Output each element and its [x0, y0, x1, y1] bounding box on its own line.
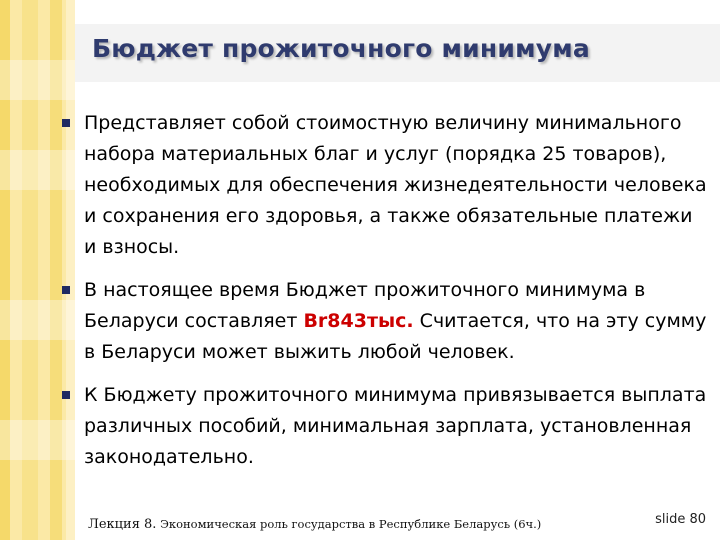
- lecture-label: Лекция 8.: [88, 517, 157, 532]
- title-divider: [75, 88, 720, 91]
- square-bullet-icon: [62, 391, 70, 399]
- bullet-text: В настоящее время Бюджет прожиточного минимума в Беларуси составляет: [84, 279, 646, 332]
- bullet-item: [58, 380, 708, 473]
- budget-amount-highlight: Br843тыс.: [303, 310, 414, 332]
- bullet-list: [58, 108, 708, 485]
- slide-number: slide 80: [655, 512, 706, 527]
- bullet-text: Считается, что на эту сумму в Беларуси может выжить любой человек.: [84, 310, 707, 363]
- bullet-item: [58, 275, 708, 368]
- footer-lecture: [88, 517, 541, 532]
- bullet-text: К Бюджету прожиточного минимума привязывается выплата различных пособий, минимальная зарплата, установленная законодательно.: [84, 384, 707, 468]
- lecture-title: Экономическая роль государства в Республике Беларусь (6ч.): [156, 517, 542, 531]
- bullet-text: Представляет собой стоимостную величину минимального набора материальных благ и услуг (порядка 25 товаров), необходимых для обеспечения жизнедеятельности человека и сохранения его здоровья, а также обязательные платежи и взносы.: [84, 112, 707, 258]
- stripe-band: [0, 60, 75, 100]
- square-bullet-icon: [62, 286, 70, 294]
- slide-title: Бюджет прожиточного минимума: [92, 34, 590, 63]
- bullet-item: [58, 108, 708, 263]
- square-bullet-icon: [62, 119, 70, 127]
